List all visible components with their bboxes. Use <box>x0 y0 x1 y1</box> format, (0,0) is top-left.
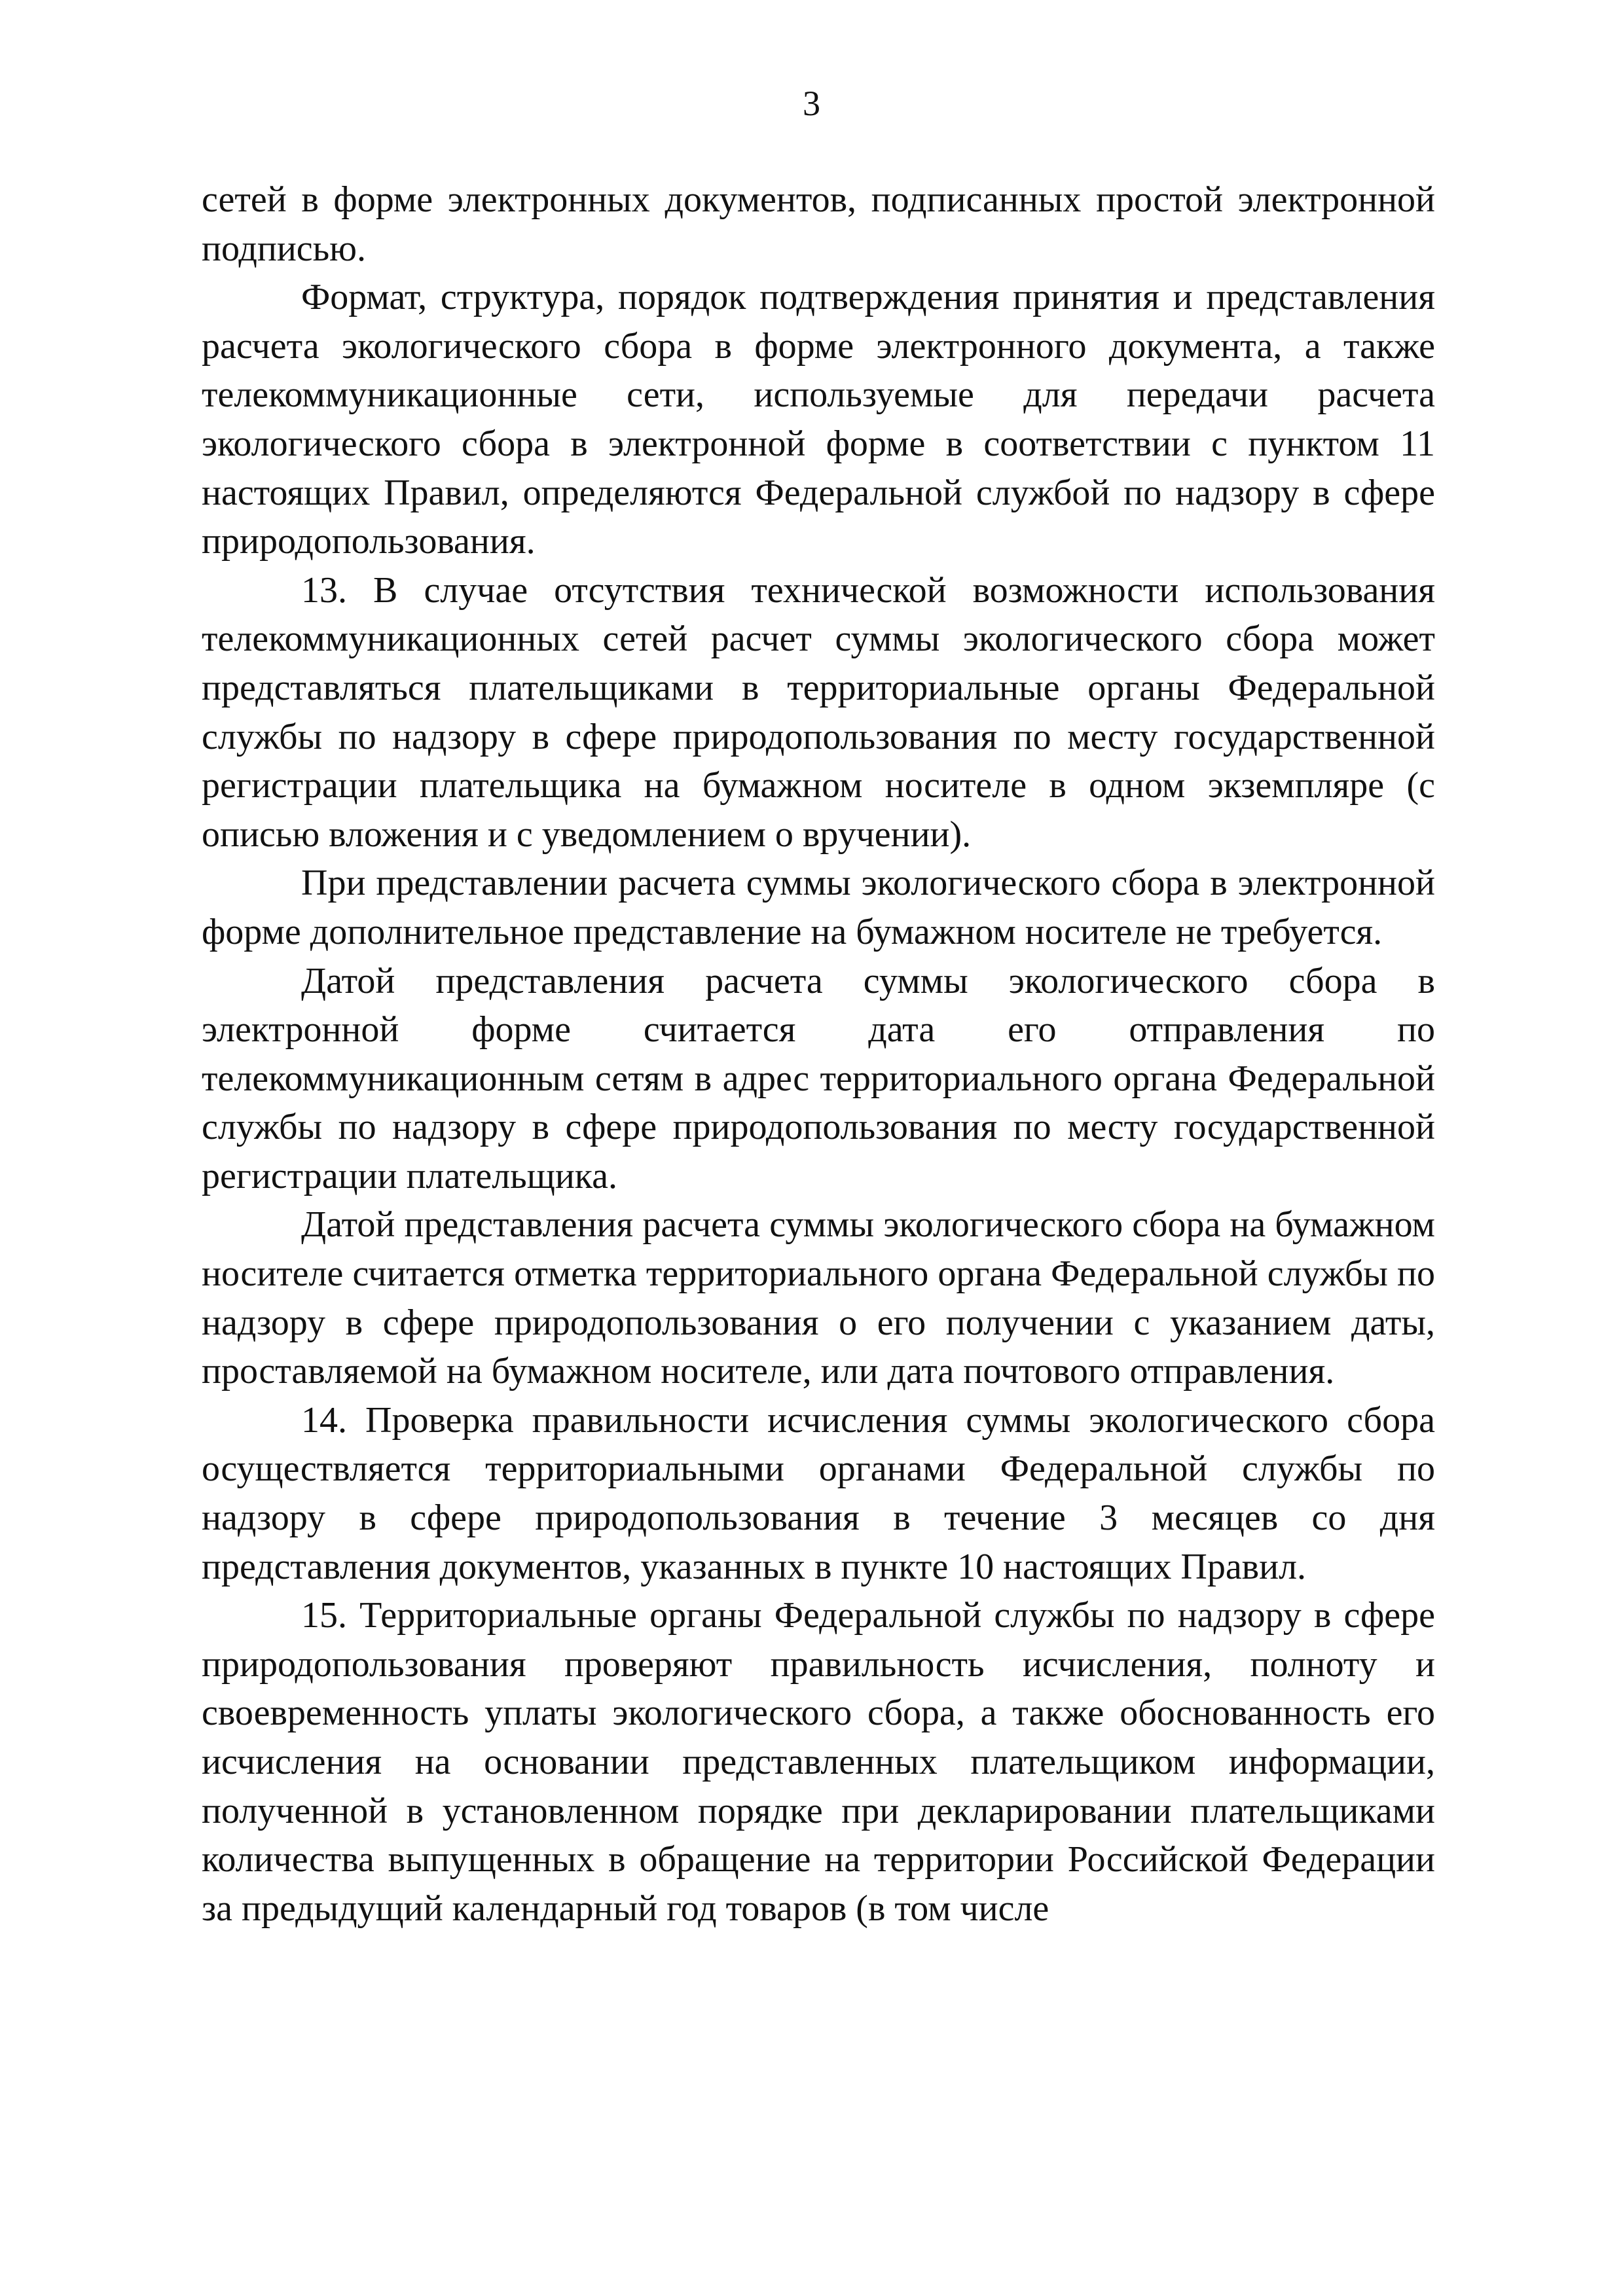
paragraph-item-13: 13. В случае отсутствия технической возможности использования телекоммуникационных сетей расчет суммы экологического сбора может представляться плательщиками в территориальные органы Федеральной службы по надзору в сфере природопользования по месту государственной регистрации плательщика на бумажном носителе в одном экземпляре (с описью вложения и с уведомлением о вручении). <box>202 569 1435 855</box>
paragraph-paper-date: Датой представления расчета суммы экологического сбора на бумажном носителе считается отметка территориального органа Федеральной службы по надзору в сфере природопользования о его получении с указанием даты, проставляемой на бумажном носителе, или дата почтового отправления. <box>202 1204 1435 1392</box>
paragraph-item-15: 15. Территориальные органы Федеральной службы по надзору в сфере природопользования проверяют правильность исчисления, полноту и своевременность уплаты экологического сбора, а также обоснованность его исчисления на основании представленных плательщиком информации, полученной в установленном порядке при декларировании плательщиками количества выпущенных в обращение на территории Российской Федерации за предыдущий календарный год товаров (в том числе <box>202 1595 1435 1929</box>
document-body <box>202 175 1435 1933</box>
paragraph-continuation: сетей в форме электронных документов, подписанных простой электронной подписью. <box>202 179 1435 269</box>
paragraph-electronic-submission: При представлении расчета суммы экологического сбора в электронной форме дополнительное представление на бумажном носителе не требуется. <box>202 863 1435 952</box>
page-number: 3 <box>803 84 820 123</box>
paragraph-format-structure: Формат, структура, порядок подтверждения принятия и представления расчета экологического сбора в форме электронного документа, а также телекоммуникационные сети, используемые для передачи расчета экологического сбора в электронной форме в соответствии с пунктом 11 настоящих Правил, определяются Федеральной службой по надзору в сфере природопользования. <box>202 277 1435 562</box>
paragraph-item-14: 14. Проверка правильности исчисления суммы экологического сбора осуществляется территориальными органами Федеральной службы по надзору в сфере природопользования в течение 3 месяцев со дня представления документов, указанных в пункте 10 настоящих Правил. <box>202 1399 1435 1587</box>
paragraph-electronic-date: Датой представления расчета суммы экологического сбора в электронной форме считается дата его отправления по телекоммуникационным сетям в адрес территориального органа Федеральной службы по надзору в сфере природопользования по месту государственной регистрации плательщика. <box>202 960 1435 1196</box>
